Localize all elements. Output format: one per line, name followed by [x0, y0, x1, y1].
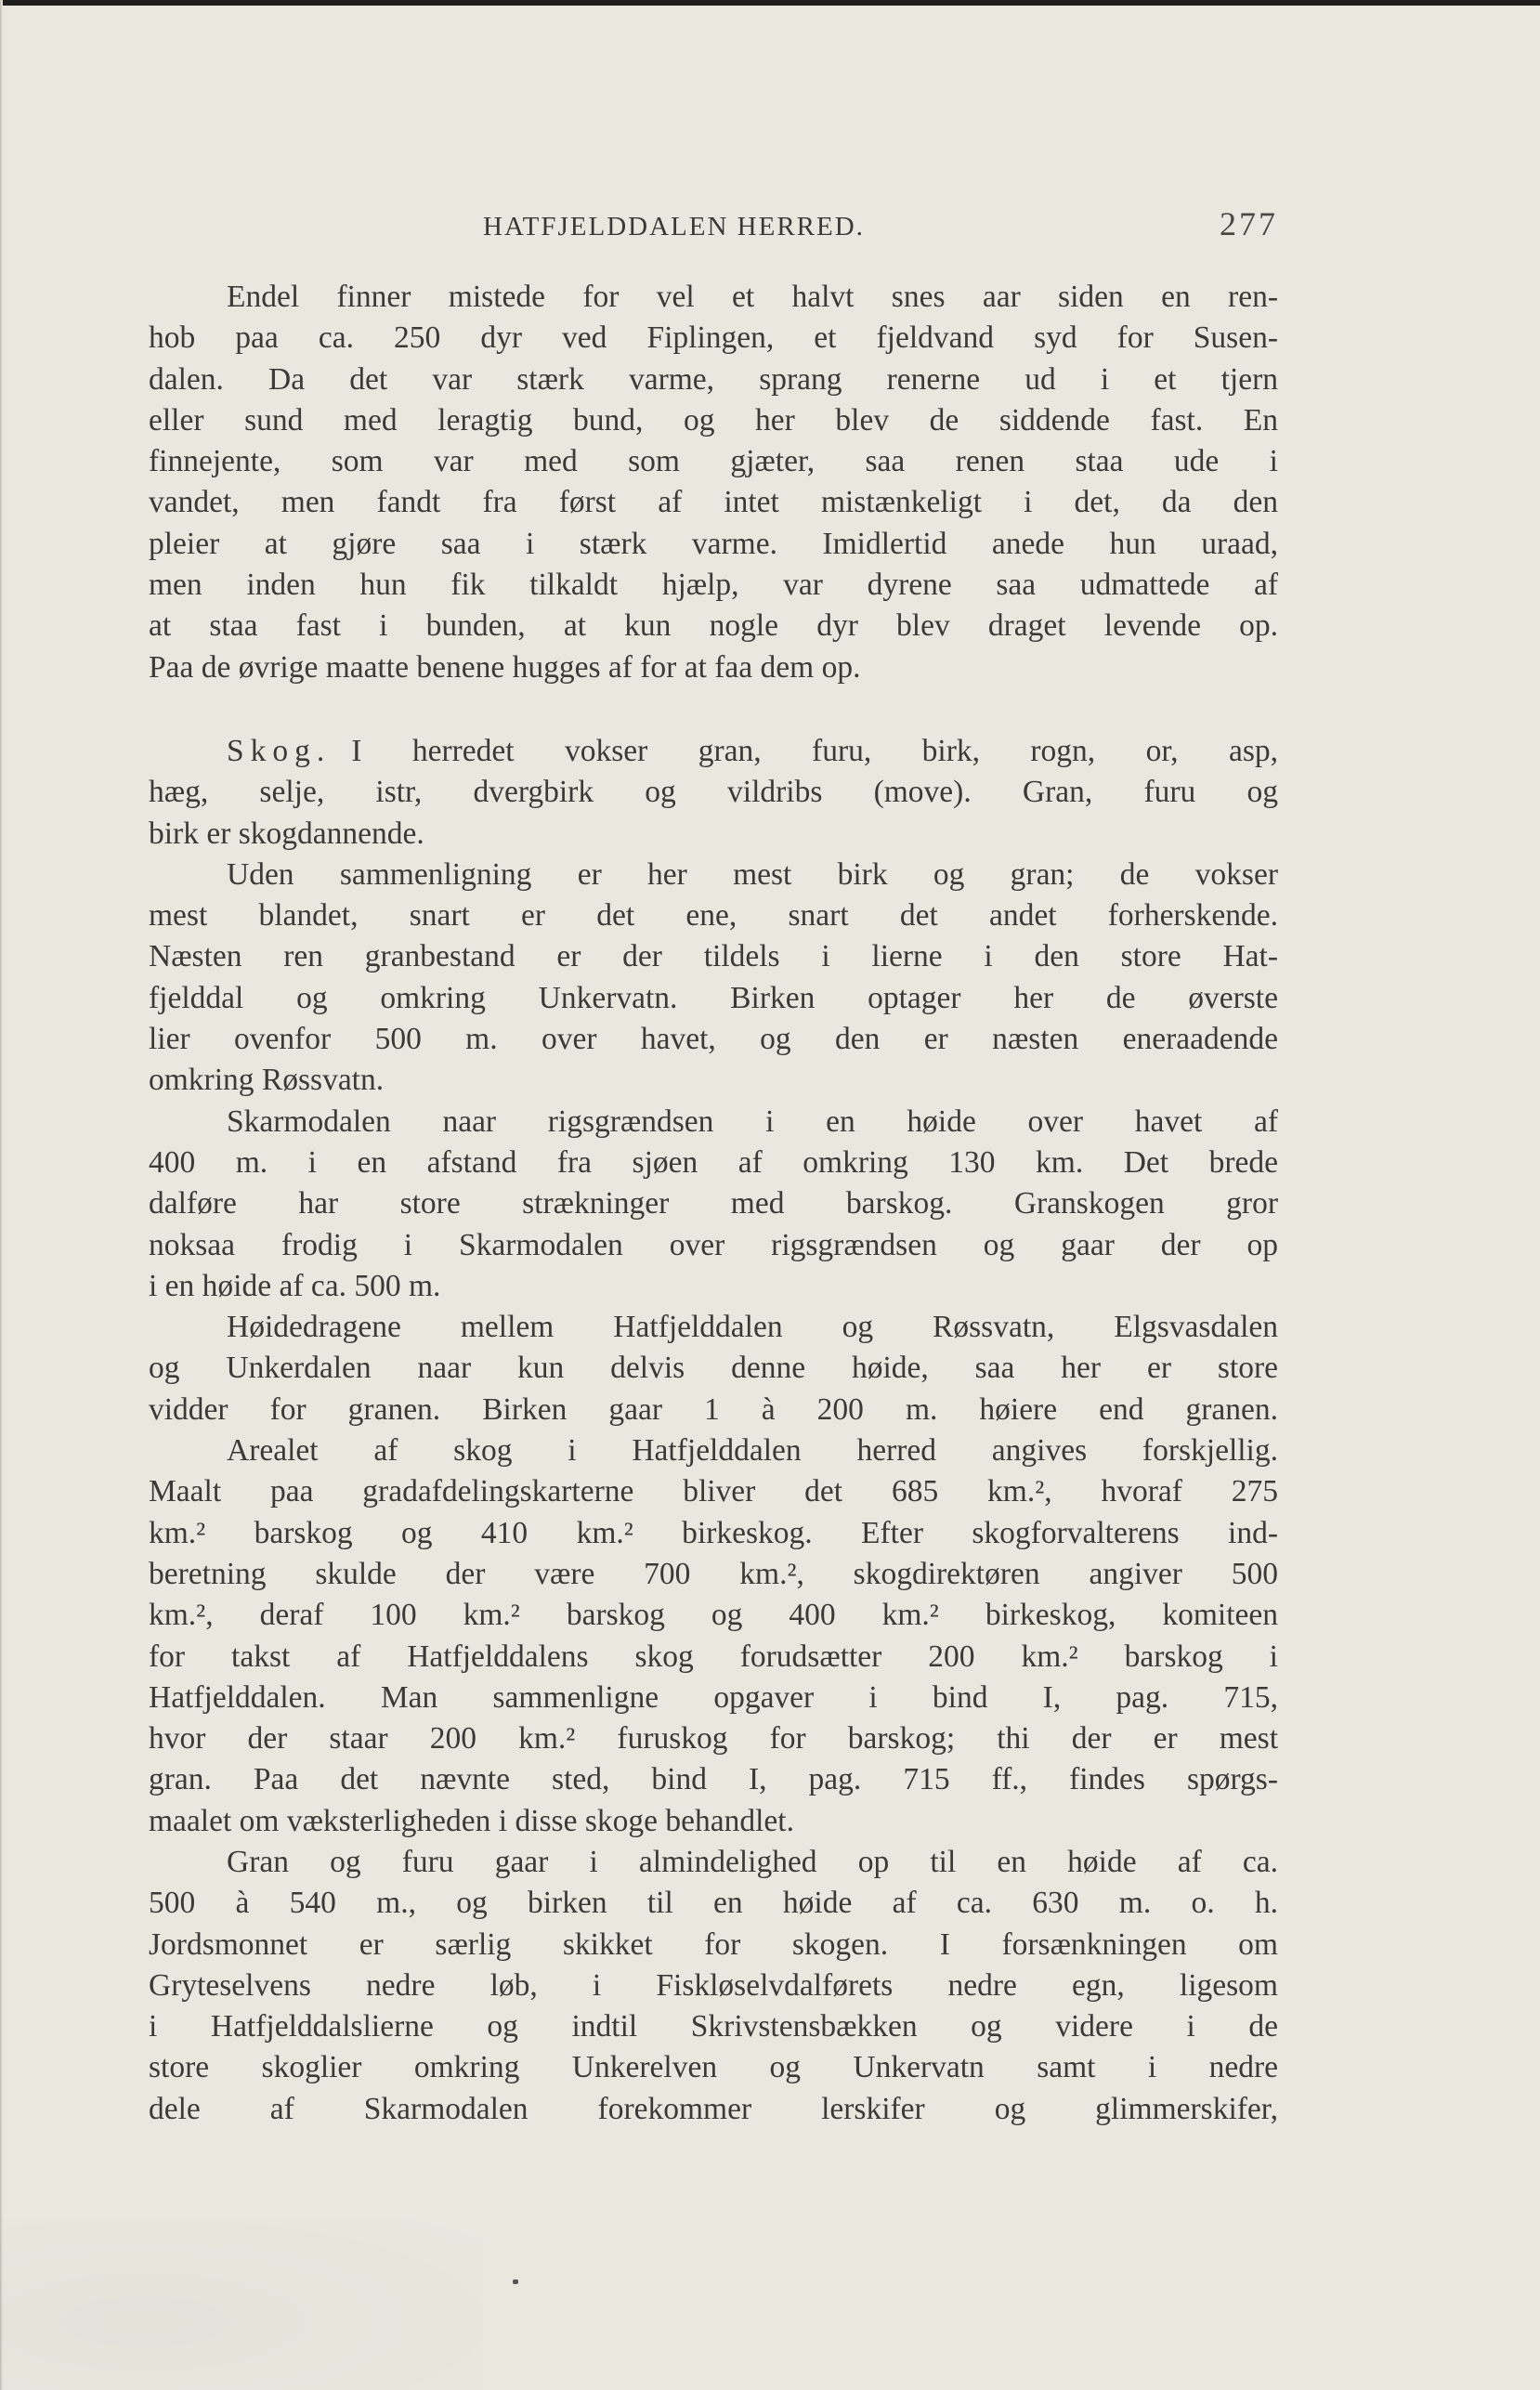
text-line: Høidedragene mellem Hatfjelddalen og Røssvatn, Elgsvasdalen: [227, 1310, 1278, 1345]
text-line: for takst af Hatfjelddalens skog forudsætter 200 km.² barskog i: [149, 1639, 1278, 1674]
text-line: men inden hun fik tilkaldt hjælp, var dyrene saa udmattede af: [149, 568, 1278, 603]
text-line: Hatfjelddalen. Man sammenligne opgaver i bind I, pag. 715,: [149, 1679, 1278, 1715]
text-line: finnejente, som var med som gjæter, saa renen staa ude i: [149, 444, 1278, 479]
text-line: Gran og furu gaar i almindelighed op til en høide af ca.: [227, 1844, 1278, 1879]
section-heading: Skog.: [227, 733, 332, 768]
text-line: 400 m. i en afstand fra sjøen af omkring 130 km. Det brede: [149, 1144, 1278, 1180]
paper-smudge: [0, 2220, 483, 2390]
text-line: Næsten ren granbestand er der tildels i lierne i den store Hat-: [149, 939, 1278, 974]
text-line: hvor der staar 200 km.² furuskog for barskog; thi der er mest: [149, 1721, 1278, 1757]
text-line: omkring Røssvatn.: [149, 1063, 385, 1098]
text-line: og Unkerdalen naar kun delvis denne høide, saa her er store: [149, 1351, 1278, 1386]
text-line: pleier at gjøre saa i stærk varme. Imidlertid anede hun uraad,: [149, 526, 1278, 561]
text-line: Arealet af skog i Hatfjelddalen herred angives forskjellig.: [227, 1433, 1278, 1469]
text-line: maalet om væksterligheden i disse skoge behandlet.: [149, 1803, 794, 1838]
text-line: store skoglier omkring Unkerelven og Unkervatn samt i nedre: [149, 2050, 1278, 2085]
text-line: [149, 731, 1278, 772]
text-line: Uden sammenligning er her mest birk og gran; de vokser: [227, 856, 1278, 892]
page-number: 277: [1220, 205, 1278, 242]
scan-left-edge: [0, 0, 3, 2390]
text-line: lier ovenfor 500 m. over havet, og den er næsten eneraadende: [149, 1022, 1278, 1057]
text-line: vandet, men fandt fra først af intet mistænkeligt i det, da den: [149, 485, 1278, 520]
text-line: 500 à 540 m., og birken til en høide af ca. 630 m. o. h.: [149, 1886, 1278, 1921]
text-line-rest: I herredet vokser gran, furu, birk, rogn, or, asp,: [351, 733, 1278, 768]
text-line: at staa fast i bunden, at kun nogle dyr blev draget levende op.: [149, 608, 1278, 644]
page-header: [149, 205, 1278, 249]
text-line: km.², deraf 100 km.² barskog og 400 km.² birkeskog, komiteen: [149, 1598, 1278, 1633]
section-gap: [149, 688, 1278, 731]
text-line: beretning skulde der være 700 km.², skogdirektøren angiver 500: [149, 1556, 1278, 1591]
text-line: Paa de øvrige maatte benene hugges af for at faa dem op.: [149, 649, 861, 685]
text-line: Gryteselvens nedre løb, i Fiskløselvdalførets nedre egn, ligesom: [149, 1967, 1278, 2003]
text-line: gran. Paa det nævnte sted, bind I, pag. 715 ff., findes spørgs-: [149, 1762, 1278, 1797]
text-line: dele af Skarmodalen forekommer lerskifer og glimmerskifer,: [149, 2091, 1278, 2126]
text-line: fjelddal og omkring Unkervatn. Birken optager her de øverste: [149, 980, 1278, 1015]
text-line: Skarmodalen naar rigsgrændsen i en høide over havet af: [227, 1104, 1278, 1139]
text-line: birk er skogdannende.: [149, 816, 424, 851]
text-line: Endel finner mistede for vel et halvt snes aar siden en ren-: [227, 280, 1278, 314]
text-line: eller sund med leragtig bund, og her blev de siddende fast. En: [149, 402, 1278, 438]
text-line: noksaa frodig i Skarmodalen over rigsgrændsen og gaar der op: [149, 1227, 1278, 1262]
text-line: km.² barskog og 410 km.² birkeskog. Efter skogforvalterens ind-: [149, 1515, 1278, 1550]
text-line: hæg, selje, istr, dvergbirk og vildribs (move). Gran, furu og: [149, 775, 1278, 810]
text-line: Maalt paa gradafdelingskarterne bliver det 685 km.², hvoraf 275: [149, 1474, 1278, 1509]
running-title: HATFJELDDALEN HERRED.: [483, 212, 865, 242]
text-line: hob paa ca. 250 dyr ved Fiplingen, et fjeldvand syd for Susen-: [149, 320, 1278, 356]
text-line: Jordsmonnet er særlig skikket for skogen. I forsænkningen om: [149, 1926, 1278, 1962]
text-line: mest blandet, snart er det ene, snart det andet forherskende.: [149, 898, 1278, 934]
text-line: dalføre har store strækninger med barskog. Granskogen gror: [149, 1186, 1278, 1221]
paragraph-reindeer: [149, 277, 1278, 688]
ink-speck: [513, 2279, 518, 2284]
body-text: [149, 277, 1278, 2130]
text-line: i en høide af ca. 500 m.: [149, 1268, 441, 1303]
text-line: dalen. Da det var stærk varme, sprang renerne ud i et tjern: [149, 361, 1278, 397]
section-skog: [149, 731, 1278, 2130]
scan-top-edge: [0, 0, 1540, 6]
text-line: i Hatfjelddalslierne og indtil Skrivstensbækken og videre i de: [149, 2009, 1278, 2044]
text-line: vidder for granen. Birken gaar 1 à 200 m. høiere end granen.: [149, 1391, 1278, 1427]
